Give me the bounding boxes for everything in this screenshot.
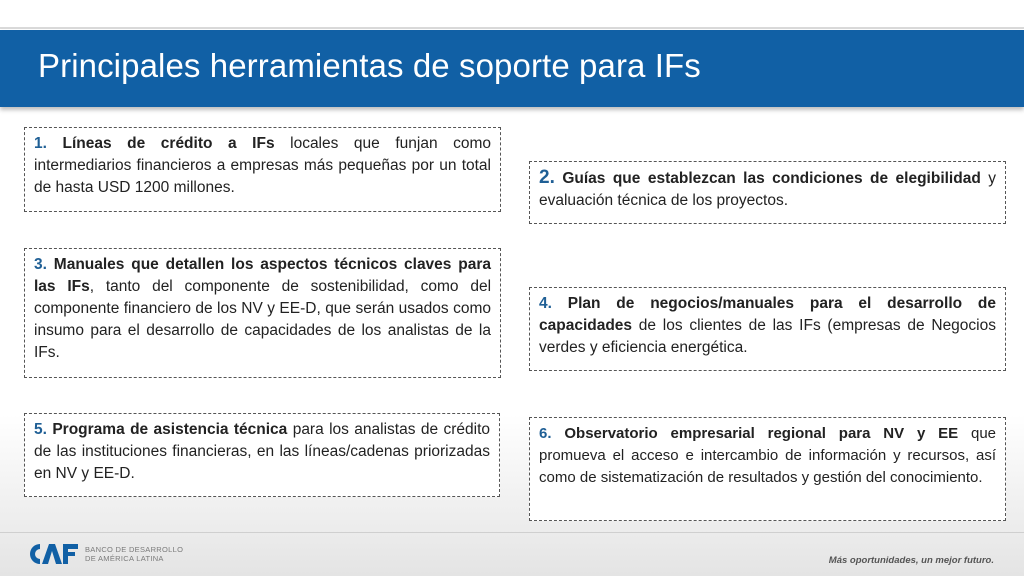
footer-divider (0, 532, 1024, 533)
tool-box-3 (24, 248, 501, 378)
top-divider (0, 27, 1024, 29)
tool-description: , tanto del componente de sostenibilidad, como del componente financiero de los NV y EE-D, que serán usados como insumo para el desarrollo de capacidades de los analistas de la IFs. (34, 278, 492, 361)
slide-title: Principales herramientas de soporte para IFs (38, 47, 701, 84)
tool-box-4 (529, 287, 1006, 371)
tool-title: Guías que establezcan las condiciones de elegibilidad (562, 170, 981, 187)
tool-title: Manuales que detallen los aspectos técnicos claves para las IFs (34, 256, 491, 295)
tool-description: y evaluación técnica de los proyectos. (539, 170, 997, 209)
title-bar (0, 30, 1024, 107)
tool-title: Plan de negocios/manuales para el desarrollo de capacidades (539, 295, 996, 334)
tool-box-6 (529, 417, 1006, 521)
tool-title: Líneas de crédito a IFs (62, 135, 275, 152)
tool-box-2 (529, 161, 1006, 224)
caf-logo-icon (27, 541, 81, 567)
tool-box-1 (24, 127, 501, 212)
tool-description: de los clientes de las IFs (empresas de Negocios verdes y eficiencia energética. (539, 317, 996, 356)
tool-number: 5. (34, 421, 47, 438)
tool-number: 3. (34, 256, 47, 273)
logo-tagline (85, 545, 205, 563)
tool-title: Programa de asistencia técnica (52, 421, 288, 438)
logo-line-2: DE AMÉRICA LATINA (85, 554, 164, 563)
logo-line-1: BANCO DE DESARROLLO (85, 545, 184, 554)
tool-number: 6. (539, 425, 552, 442)
tool-description: que promueva el acceso e intercambio de información y recursos, así como de sistematización de resultados y gestión del conocimiento. (539, 425, 996, 486)
tool-box-5 (24, 413, 500, 497)
tool-description: para los analistas de crédito de las instituciones financieras, en las líneas/cadenas priorizadas en NV y EE-D. (34, 421, 490, 482)
tool-number: 4. (539, 295, 552, 312)
tool-number: 2. (539, 167, 555, 188)
tool-number: 1. (34, 135, 47, 152)
tool-description: locales que funjan como intermediarios financieros a empresas más pequeñas por un total de hasta USD 1200 millones. (34, 135, 492, 196)
tool-title: Observatorio empresarial regional para NV y EE (564, 425, 959, 442)
footer-slogan: Más oportunidades, un mejor futuro. (828, 555, 994, 566)
